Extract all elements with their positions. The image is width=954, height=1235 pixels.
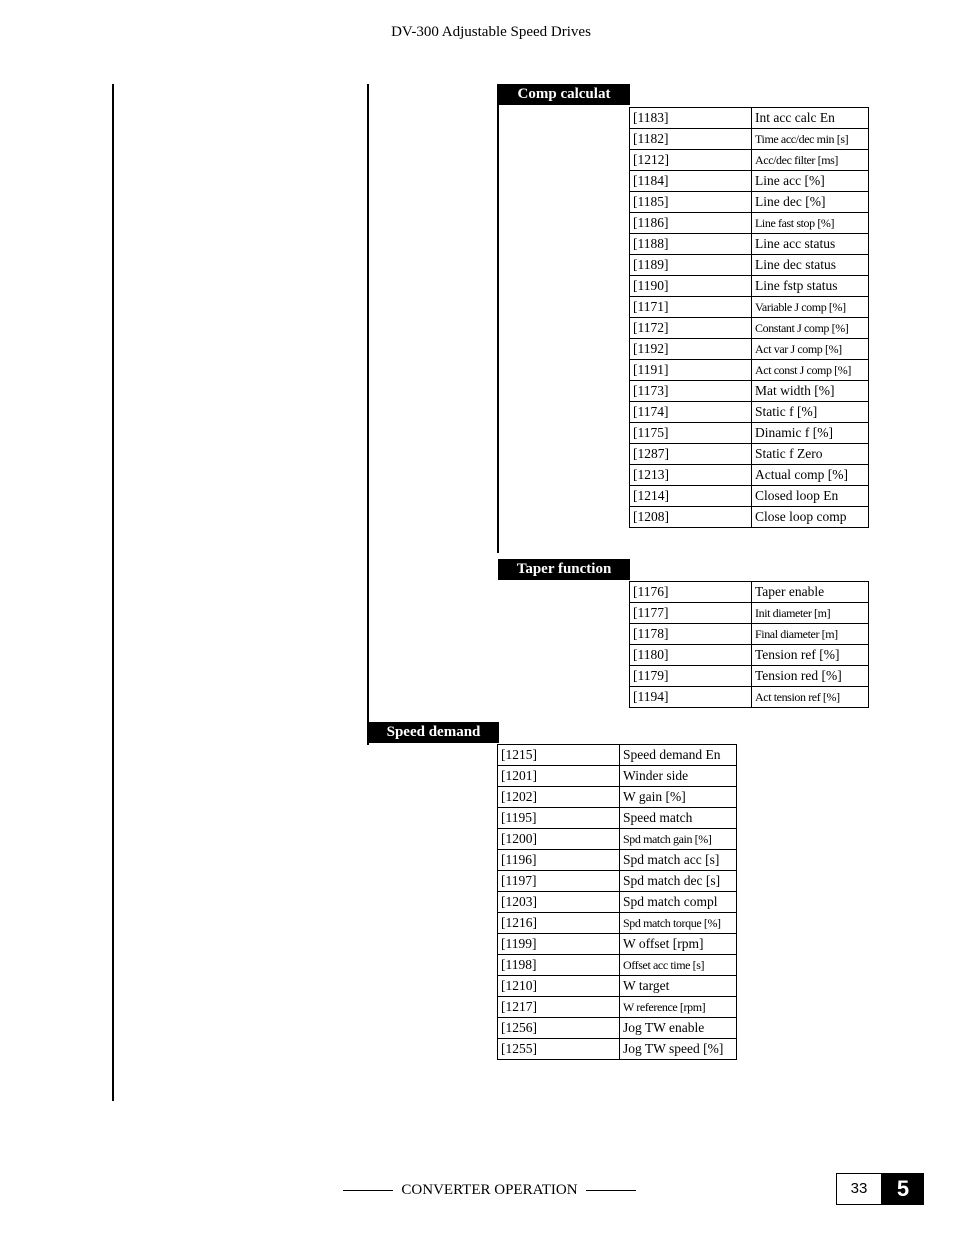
table-row	[630, 402, 869, 423]
param-code: [1172]	[630, 318, 752, 339]
table-row	[630, 171, 869, 192]
param-name: Spd match torque [%]	[620, 913, 737, 934]
table-row	[498, 934, 737, 955]
param-code: [1194]	[630, 687, 752, 708]
table-row	[498, 1018, 737, 1039]
param-code: [1191]	[630, 360, 752, 381]
param-code: [1199]	[498, 934, 620, 955]
param-name: Speed match	[620, 808, 737, 829]
param-code: [1184]	[630, 171, 752, 192]
table-row	[630, 666, 869, 687]
param-code: [1216]	[498, 913, 620, 934]
param-code: [1185]	[630, 192, 752, 213]
tree-line-inner	[367, 84, 369, 745]
param-name: Int acc calc En	[752, 108, 869, 129]
param-code: [1196]	[498, 850, 620, 871]
table-row	[630, 687, 869, 708]
footer-rule-right	[586, 1190, 636, 1191]
tree-line-outer	[112, 84, 114, 1101]
chapter-tab: 5	[882, 1173, 924, 1205]
param-code: [1183]	[630, 108, 752, 129]
page-number: 33	[836, 1173, 882, 1205]
table-row	[498, 913, 737, 934]
param-name: Dinamic f [%]	[752, 423, 869, 444]
param-code: [1174]	[630, 402, 752, 423]
param-table-comp-calculat	[629, 107, 869, 528]
table-row	[630, 360, 869, 381]
param-name: Mat width [%]	[752, 381, 869, 402]
table-row	[630, 582, 869, 603]
param-code: [1215]	[498, 745, 620, 766]
footer-rule-left	[343, 1190, 393, 1191]
param-code: [1188]	[630, 234, 752, 255]
param-code: [1186]	[630, 213, 752, 234]
param-name: Act tension ref [%]	[752, 687, 869, 708]
param-name: Jog TW speed [%]	[620, 1039, 737, 1060]
param-name: Line acc status	[752, 234, 869, 255]
param-code: [1214]	[630, 486, 752, 507]
param-code: [1179]	[630, 666, 752, 687]
table-row	[498, 892, 737, 913]
page-header-title: DV-300 Adjustable Speed Drives	[391, 24, 591, 40]
param-code: [1177]	[630, 603, 752, 624]
param-name: Time acc/dec min [s]	[752, 129, 869, 150]
param-name: Line acc [%]	[752, 171, 869, 192]
table-row	[498, 787, 737, 808]
param-name: Winder side	[620, 766, 737, 787]
param-name: Speed demand En	[620, 745, 737, 766]
table-row	[498, 829, 737, 850]
param-code: [1176]	[630, 582, 752, 603]
param-code: [1255]	[498, 1039, 620, 1060]
table-row	[630, 339, 869, 360]
table-row	[630, 318, 869, 339]
table-row	[630, 213, 869, 234]
table-row	[630, 423, 869, 444]
table-row	[630, 255, 869, 276]
table-row	[630, 507, 869, 528]
table-row	[630, 234, 869, 255]
table-row	[498, 808, 737, 829]
page-footer	[343, 1182, 636, 1199]
param-name: Spd match compl	[620, 892, 737, 913]
param-name: Line dec status	[752, 255, 869, 276]
table-row	[498, 871, 737, 892]
param-name: Final diameter [m]	[752, 624, 869, 645]
table-row	[498, 955, 737, 976]
param-name: Static f [%]	[752, 402, 869, 423]
param-table-taper-function	[629, 581, 869, 708]
param-code: [1189]	[630, 255, 752, 276]
table-row	[630, 624, 869, 645]
param-name: Spd match dec [s]	[620, 871, 737, 892]
param-name: Offset acc time [s]	[620, 955, 737, 976]
table-row	[630, 645, 869, 666]
param-name: Jog TW enable	[620, 1018, 737, 1039]
param-name: Tension ref [%]	[752, 645, 869, 666]
bracket-comp-calculat	[497, 84, 499, 553]
param-code: [1210]	[498, 976, 620, 997]
param-code: [1197]	[498, 871, 620, 892]
param-code: [1180]	[630, 645, 752, 666]
param-code: [1202]	[498, 787, 620, 808]
param-code: [1200]	[498, 829, 620, 850]
param-name: Close loop comp	[752, 507, 869, 528]
param-code: [1213]	[630, 465, 752, 486]
table-row	[630, 276, 869, 297]
table-row	[630, 603, 869, 624]
param-code: [1173]	[630, 381, 752, 402]
param-name: W gain [%]	[620, 787, 737, 808]
param-name: Closed loop En	[752, 486, 869, 507]
param-name: Spd match acc [s]	[620, 850, 737, 871]
param-name: Static f Zero	[752, 444, 869, 465]
param-code: [1182]	[630, 129, 752, 150]
table-row	[498, 766, 737, 787]
param-code: [1178]	[630, 624, 752, 645]
footer-section-title: CONVERTER OPERATION	[401, 1182, 578, 1198]
param-name: W offset [rpm]	[620, 934, 737, 955]
section-label-taper-function: Taper function	[498, 559, 630, 580]
param-code: [1201]	[498, 766, 620, 787]
table-row	[498, 1039, 737, 1060]
section-label-speed-demand: Speed demand	[368, 722, 499, 743]
table-row	[630, 108, 869, 129]
table-row	[630, 129, 869, 150]
param-name: Line dec [%]	[752, 192, 869, 213]
param-name: Actual comp [%]	[752, 465, 869, 486]
param-code: [1212]	[630, 150, 752, 171]
param-name: Act const J comp [%]	[752, 360, 869, 381]
param-table-speed-demand	[497, 744, 737, 1060]
table-row	[498, 997, 737, 1018]
param-code: [1287]	[630, 444, 752, 465]
table-row	[630, 150, 869, 171]
table-row	[630, 192, 869, 213]
param-code: [1195]	[498, 808, 620, 829]
param-name: Taper enable	[752, 582, 869, 603]
param-name: Tension red [%]	[752, 666, 869, 687]
section-label-comp-calculat: Comp calculat	[498, 84, 630, 105]
param-code: [1171]	[630, 297, 752, 318]
param-name: W target	[620, 976, 737, 997]
param-code: [1217]	[498, 997, 620, 1018]
param-name: Line fast stop [%]	[752, 213, 869, 234]
param-code: [1198]	[498, 955, 620, 976]
param-code: [1256]	[498, 1018, 620, 1039]
table-row	[630, 486, 869, 507]
param-code: [1175]	[630, 423, 752, 444]
table-row	[498, 976, 737, 997]
table-row	[630, 465, 869, 486]
param-code: [1203]	[498, 892, 620, 913]
param-code: [1190]	[630, 276, 752, 297]
table-row	[498, 850, 737, 871]
param-code: [1208]	[630, 507, 752, 528]
param-code: [1192]	[630, 339, 752, 360]
table-row	[498, 745, 737, 766]
param-name: Variable J comp [%]	[752, 297, 869, 318]
param-name: Spd match gain [%]	[620, 829, 737, 850]
param-name: Acc/dec filter [ms]	[752, 150, 869, 171]
param-name: Act var J comp [%]	[752, 339, 869, 360]
param-name: Init diameter [m]	[752, 603, 869, 624]
table-row	[630, 297, 869, 318]
table-row	[630, 444, 869, 465]
param-name: Line fstp status	[752, 276, 869, 297]
table-row	[630, 381, 869, 402]
param-name: W reference [rpm]	[620, 997, 737, 1018]
param-name: Constant J comp [%]	[752, 318, 869, 339]
